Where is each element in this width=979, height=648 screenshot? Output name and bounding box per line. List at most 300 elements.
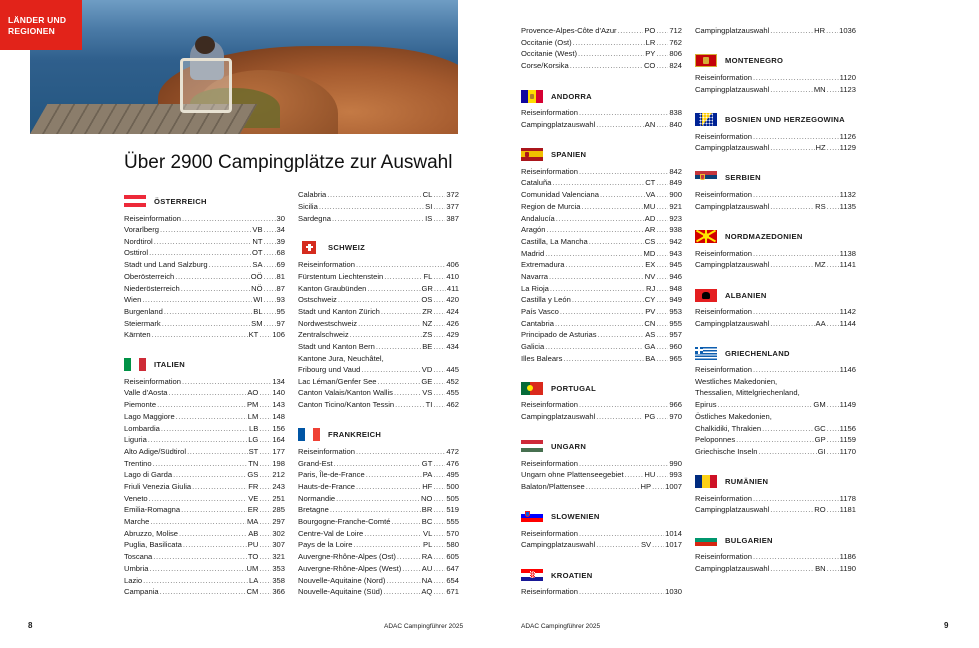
toc-entry[interactable] [124,294,285,306]
toc-entry[interactable] [124,329,285,341]
page-ref: 946 [669,272,682,281]
leader-dots [183,539,247,551]
page-ref: 164 [272,435,285,444]
leader-dots [175,271,249,283]
country-heading [521,439,586,453]
toc-entry[interactable] [298,481,459,493]
toc-entry[interactable] [298,259,459,271]
leader-dots [383,586,420,598]
region-name: Steiermark [124,319,161,328]
region-name: Reiseinformation [695,307,752,316]
toc-entry[interactable] [124,306,285,318]
toc-entry[interactable] [695,434,856,446]
toc-entry[interactable] [124,259,285,271]
toc-entry[interactable] [298,189,459,201]
region-name: Emilia-Romagna [124,505,181,514]
toc-entry[interactable] [521,119,682,131]
region-name: Zentralschweiz [298,330,349,339]
toc-entry[interactable] [695,551,856,563]
toc-entry[interactable] [695,142,856,154]
region-code: CM [246,587,259,596]
toc-entry[interactable] [124,469,285,481]
region-name: Andalucía [521,214,555,223]
region-name: Bretagne [298,505,329,514]
leader-dots [181,504,247,516]
region-code: CY [644,295,656,304]
toc-entry[interactable] [695,259,856,271]
page-ref: 472 [446,447,459,456]
page-ref: 429 [446,330,459,339]
toc-entry[interactable] [298,329,459,341]
region-code: GC [814,424,826,433]
page-ref: 81 [276,272,285,281]
toc-entry[interactable] [298,306,459,318]
page-ref: 34 [276,225,285,234]
leader-dots [173,469,246,481]
region-code: SM [251,319,263,328]
leader-dots [160,224,251,236]
page-ref: 321 [272,552,285,561]
page-ref: 1014 [665,529,682,538]
region-code: EX [645,260,656,269]
toc-entry[interactable] [124,411,285,423]
country-heading [695,346,790,360]
toc-entry[interactable] [695,364,856,376]
region-code: CL [422,190,433,199]
region-code: RS [815,202,826,211]
toc-entry[interactable] [521,48,682,60]
section-tag [0,0,82,50]
region-code: CO [643,61,656,70]
region-name: Reiseinformation [695,190,752,199]
page-ref: 849 [669,178,682,187]
region-name: Oberösterreich [124,272,175,281]
flag-ad-icon [521,90,543,103]
region-code: WI [253,295,263,304]
toc-entry[interactable] [298,387,459,399]
flag-gr-icon [695,347,717,360]
toc-entry[interactable] [695,318,856,330]
page-ref: 1144 [839,319,856,328]
toc-entry[interactable] [695,446,856,458]
toc-entry[interactable] [521,60,682,72]
region-code: GS [247,470,259,479]
leader-dots [656,271,668,283]
toc-entry[interactable] [298,271,459,283]
toc-entry[interactable] [521,353,682,365]
toc-entry[interactable] [521,294,682,306]
region-name: Fürstentum Liechtenstein [298,272,384,281]
toc-entry[interactable] [521,329,682,341]
toc-entry[interactable] [124,446,285,458]
region-name: Campania [124,587,159,596]
toc-entry[interactable] [521,259,682,271]
leader-dots [572,294,644,306]
leader-dots [827,504,839,516]
toc-entry[interactable] [521,177,682,189]
country-heading [521,147,586,161]
region-code: ST [248,447,259,456]
page-ref: 148 [272,412,285,421]
toc-entry[interactable] [695,563,856,575]
region-name: Provence-Alpes-Côte d'Azur [521,26,617,35]
page-ref: 134 [272,377,285,386]
toc-entry[interactable] [298,516,459,528]
toc-entry[interactable] [521,224,682,236]
leader-dots [433,551,445,563]
toc-entry[interactable] [298,563,459,575]
leader-dots [264,306,276,318]
toc-entry[interactable] [521,469,682,481]
country-name: SCHWEIZ [328,242,366,252]
region-code: ZS [422,330,433,339]
leader-dots [582,201,643,213]
page-ref: 39 [276,237,285,246]
page-title: Über 2900 Campingplätze zur Auswahl [124,152,453,173]
region-name: Fribourg und Vaud [298,365,361,374]
leader-dots [259,329,271,341]
page-ref: 68 [276,248,285,257]
toc-entry[interactable] [298,201,459,213]
leader-dots [827,399,839,411]
region-code: GA [644,342,656,351]
region-name: Niederösterreich [124,284,180,293]
region-name: Campingplatzauswahl [695,260,770,269]
region-code: PL [423,540,433,549]
toc-entry[interactable] [298,294,459,306]
page-ref: 570 [446,529,459,538]
region-code: MU [643,202,656,211]
country-name: MONTENEGRO [725,55,784,65]
toc-entry[interactable] [124,387,285,399]
region-code: HZ [815,143,826,152]
region-name: Sicilia [298,202,318,211]
page-ref: 1170 [839,447,856,456]
page-ref: 949 [669,295,682,304]
region-code: LG [248,435,259,444]
region-name: Castilla, La Mancha [521,237,588,246]
region-code: HP [640,482,652,491]
country-heading [298,427,381,441]
page-ref: 1159 [839,435,856,444]
page-ref: 106 [272,330,285,339]
leader-dots [433,481,445,493]
page-ref: 1142 [839,307,856,316]
leader-dots [187,446,248,458]
leader-dots [433,364,445,376]
page-ref: 966 [669,400,682,409]
region-code: PA [422,470,433,479]
leader-dots [552,177,644,189]
region-name: Griechische Inseln [695,447,758,456]
leader-dots [579,586,664,598]
leader-dots [433,189,445,201]
country-name: SPANIEN [551,149,587,159]
leader-dots [560,306,644,318]
leader-dots [598,329,645,341]
page-ref: 445 [446,365,459,374]
toc-entry[interactable] [521,236,682,248]
country-name: UNGARN [551,441,587,451]
leader-dots [433,399,445,411]
leader-dots [164,306,252,318]
region-name: Reiseinformation [124,214,181,223]
toc-entry[interactable] [298,341,459,353]
region-code: NT [252,237,263,246]
toc-entry[interactable] [124,434,285,446]
flag-rs-icon [695,171,717,184]
region-code: PO [644,26,656,35]
region-name: Chalkidiki, Thrakien [695,424,762,433]
toc-entry[interactable] [124,504,285,516]
country-name: BOSNIEN UND HERZEGOWINA [725,114,845,124]
country-name: ÖSTERREICH [154,196,207,206]
region-code: GP [814,435,826,444]
flag-ba-icon [695,113,717,126]
page-ref: 1129 [839,143,856,152]
region-name: Epirus [695,400,717,409]
leader-dots [565,259,644,271]
region-name: Cantabria [521,319,554,328]
toc-entry[interactable] [298,399,459,411]
region-code: VD [421,365,433,374]
leader-dots [596,411,643,423]
region-code: ER [247,505,259,514]
region-name: Lac Léman/Genfer See [298,377,377,386]
country-heading [521,568,593,582]
leader-dots [433,516,445,528]
region-code: AD [644,214,656,223]
region-name: Pays de la Loire [298,540,353,549]
leader-dots [361,364,420,376]
page-ref: 1156 [839,424,856,433]
page-ref: 358 [272,576,285,585]
toc-entry[interactable] [124,551,285,563]
leader-dots [625,469,644,481]
toc-entry[interactable] [124,481,285,493]
toc-entry[interactable] [124,586,285,598]
toc-line: Westliches Makedonien, [695,377,778,386]
region-code: GI [817,447,826,456]
toc-line: Thessalien, Mittelgriechenland, [695,388,800,397]
footer-right: ADAC Campingführer 2025 [521,623,601,630]
leader-dots [656,306,668,318]
region-name: Reiseinformation [298,260,355,269]
page-ref: 838 [669,108,682,117]
toc-entry[interactable] [124,399,285,411]
page-ref: 1138 [839,249,856,258]
toc-entry[interactable] [695,25,856,37]
region-name: Region de Murcia [521,202,581,211]
region-name: Campingplatzauswahl [695,319,770,328]
country-heading [124,194,207,208]
page-ref: 411 [446,284,459,293]
toc-entry[interactable] [695,189,856,201]
region-code: BE [422,342,433,351]
toc-entry[interactable] [521,399,682,411]
region-code: BR [421,505,433,514]
leader-dots [395,399,424,411]
region-code: AA [815,319,826,328]
leader-dots [433,213,445,225]
leader-dots [259,481,271,493]
country-heading [521,89,592,103]
toc-entry[interactable] [521,586,682,598]
toc-entry[interactable] [695,399,856,411]
country-name: SLOWENIEN [551,511,600,521]
country-name: GRIECHENLAND [725,348,790,358]
toc-entry[interactable] [521,481,682,493]
leader-dots [586,481,640,493]
region-name: Occitanie (West) [521,49,577,58]
page-ref: 97 [276,319,285,328]
page-ref: 372 [446,190,459,199]
toc-entry[interactable] [521,539,682,551]
page-ref: 1030 [665,587,682,596]
region-name: Reiseinformation [521,167,578,176]
region-name: Hauts-de-France [298,482,355,491]
region-code: RO [814,505,826,514]
leader-dots [142,294,252,306]
page-ref: 555 [446,517,459,526]
leader-dots [176,411,247,423]
toc-entry[interactable] [298,446,459,458]
region-name: Reiseinformation [695,132,752,141]
leader-dots [827,446,839,458]
toc-entry[interactable] [298,551,459,563]
region-code: VB [252,225,263,234]
toc-entry[interactable] [521,411,682,423]
toc-entry[interactable] [521,306,682,318]
toc-entry[interactable] [298,469,459,481]
region-code: RJ [646,284,656,293]
toc-entry[interactable] [124,271,285,283]
page-ref: 297 [272,517,285,526]
region-name: Abruzzo, Molise [124,529,179,538]
region-code: AQ [421,587,433,596]
leader-dots [259,504,271,516]
region-code: MN [813,85,826,94]
page-ref: 424 [446,307,459,316]
leader-dots [259,446,271,458]
leader-dots [402,563,421,575]
toc-entry[interactable] [695,84,856,96]
leader-dots [433,504,445,516]
page-ref: 462 [446,400,459,409]
leader-dots [827,434,839,446]
region-name: Wien [124,295,142,304]
toc-entry[interactable] [298,504,459,516]
leader-dots [770,563,814,575]
region-name: Canton Valais/Kanton Wallis [298,388,393,397]
region-name: Nouvelle-Aquitaine (Süd) [298,587,383,596]
region-code: VE [248,494,259,503]
page-ref: 942 [669,237,682,246]
toc-entry[interactable] [521,341,682,353]
region-name: Burgenland [124,307,163,316]
toc-entry[interactable] [298,213,459,225]
region-code: SA [252,260,263,269]
toc-entry[interactable] [695,504,856,516]
region-code: PY [645,49,656,58]
toc-entry[interactable] [124,224,285,236]
page-ref: 806 [669,49,682,58]
page-ref: 840 [669,120,682,129]
leader-dots [160,586,246,598]
toc-entry[interactable] [521,107,682,119]
region-name: Ungarn ohne Plattenseegebiet [521,470,624,479]
page-ref: 970 [669,412,682,421]
toc-entry[interactable] [124,247,285,259]
toc-entry[interactable] [521,25,682,37]
toc-entry[interactable] [124,539,285,551]
region-name: Stadt und Kanton Zürich [298,307,380,316]
toc-entry[interactable] [521,189,682,201]
leader-dots [758,446,816,458]
country-name: ANDORRA [551,91,592,101]
page-ref: 990 [669,459,682,468]
leader-dots [770,25,813,37]
toc-entry[interactable] [695,72,856,84]
region-name: Alto Adige/Südtirol [124,447,187,456]
region-name: Lago di Garda [124,470,173,479]
page-ref: 1017 [665,540,682,549]
leader-dots [381,306,421,318]
region-code: AU [421,564,433,573]
leader-dots [433,329,445,341]
page-ref: 434 [446,342,459,351]
leader-dots [656,60,668,72]
region-name: Galicia [521,342,545,351]
toc-entry[interactable] [695,201,856,213]
region-code: MD [643,249,656,258]
toc-entry[interactable] [298,586,459,598]
region-code: LA [249,576,259,585]
region-code: PV [645,307,656,316]
page-ref: 177 [272,447,285,456]
toc-entry[interactable] [521,271,682,283]
region-code: TI [425,400,433,409]
region-name: Marche [124,517,150,526]
leader-dots [770,84,813,96]
leader-dots [826,25,838,37]
toc-entry[interactable] [298,364,459,376]
page-ref: 93 [276,295,285,304]
page-ref: 824 [669,61,682,70]
flag-mk-icon [695,230,717,243]
region-name: Nouvelle-Aquitaine (Nord) [298,576,386,585]
leader-dots [600,189,645,201]
region-name: Canton Ticino/Kanton Tessin [298,400,395,409]
page-ref: 965 [669,354,682,363]
toc-entry[interactable] [521,201,682,213]
toc-entry[interactable] [298,539,459,551]
region-name: Paris, Île-de-France [298,470,365,479]
page-number-right: 9 [944,621,949,630]
region-code: MZ [814,260,826,269]
page-ref: 923 [669,214,682,223]
region-code: OS [421,295,433,304]
region-code: PU [247,540,259,549]
toc-entry[interactable] [124,563,285,575]
toc-entry[interactable] [124,516,285,528]
country-name: NORDMAZEDONIEN [725,231,803,241]
page-ref: 938 [669,225,682,234]
leader-dots [259,516,271,528]
region-name: Comunidad Valenciana [521,190,599,199]
toc-entry[interactable] [695,306,856,318]
page-ref: 30 [276,214,285,223]
